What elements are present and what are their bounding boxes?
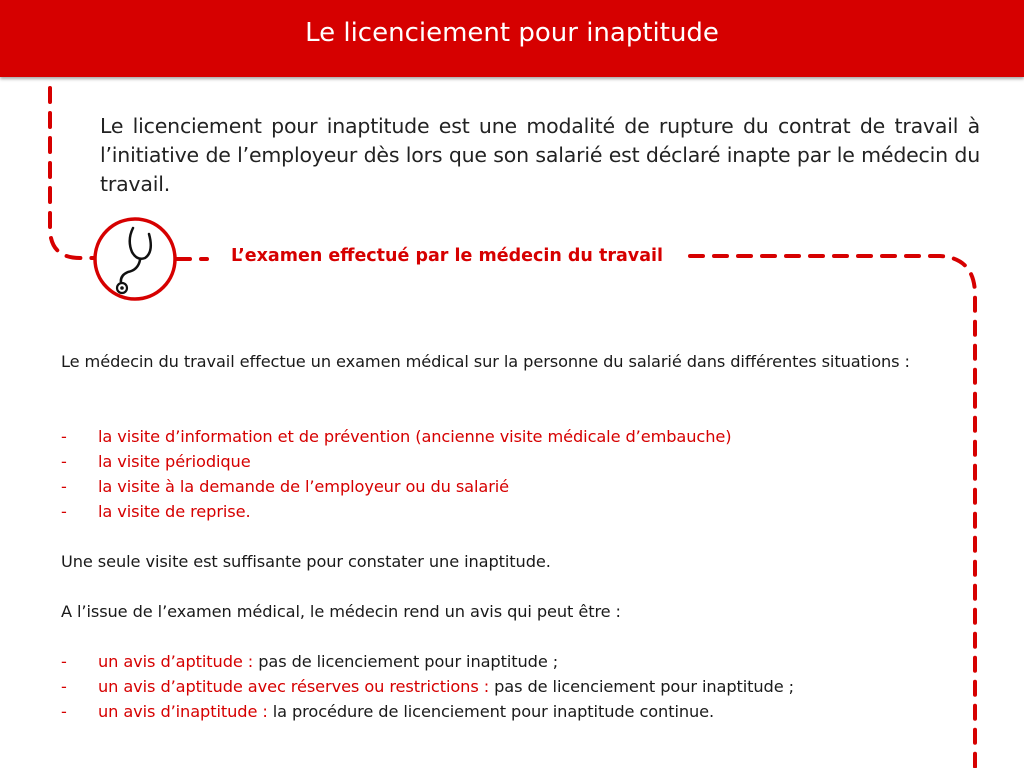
bullet-dash: - [61, 652, 67, 671]
opinion-text: la procédure de licenciement pour inaptitude continue. [267, 702, 715, 721]
list-item [61, 499, 731, 524]
visit-text: la visite de reprise. [98, 502, 251, 521]
page-title: Le licenciement pour inaptitude [305, 17, 719, 48]
paragraph-single-visit: Une seule visite est suffisante pour constater une inaptitude. [61, 552, 551, 571]
visit-text: la visite à la demande de l’employeur ou du salarié [98, 477, 510, 496]
visit-text: la visite d’information et de prévention (ancienne visite médicale d’embauche) [98, 427, 732, 446]
opinions-list [61, 649, 794, 724]
list-item [61, 474, 731, 499]
bullet-dash: - [61, 502, 67, 521]
visit-text: la visite périodique [98, 452, 251, 471]
intro-paragraph: Le licenciement pour inaptitude est une modalité de rupture du contrat de travail à l’initiative de l’employeur dès lors que son salarié est déclaré inapte par le médecin du travail. [100, 114, 980, 196]
list-item [61, 674, 794, 699]
paragraph-opinion: A l’issue de l’examen médical, le médecin rend un avis qui peut être : [61, 602, 621, 621]
bullet-dash: - [61, 677, 67, 696]
list-item [61, 699, 794, 724]
header-bar [0, 0, 1024, 77]
opinion-label: un avis d’aptitude : [98, 652, 254, 671]
bullet-dash: - [61, 702, 67, 721]
opinion-label: un avis d’inaptitude : [98, 702, 268, 721]
bullet-dash: - [61, 427, 67, 446]
visits-list [61, 424, 731, 524]
list-item [61, 449, 731, 474]
dashed-line-left [50, 88, 95, 258]
list-item [61, 649, 794, 674]
section-title: L’examen effectué par le médecin du travail [231, 246, 664, 266]
paragraph-situations: Le médecin du travail effectue un examen médical sur la personne du salarié dans différentes situations : [61, 352, 910, 371]
opinion-label: un avis d’aptitude avec réserves ou restrictions : [98, 677, 490, 696]
list-item [61, 424, 731, 449]
stethoscope-icon [95, 219, 175, 299]
bullet-dash: - [61, 452, 67, 471]
opinion-text: pas de licenciement pour inaptitude ; [253, 652, 559, 671]
opinion-text: pas de licenciement pour inaptitude ; [489, 677, 794, 696]
bullet-dash: - [61, 477, 67, 496]
